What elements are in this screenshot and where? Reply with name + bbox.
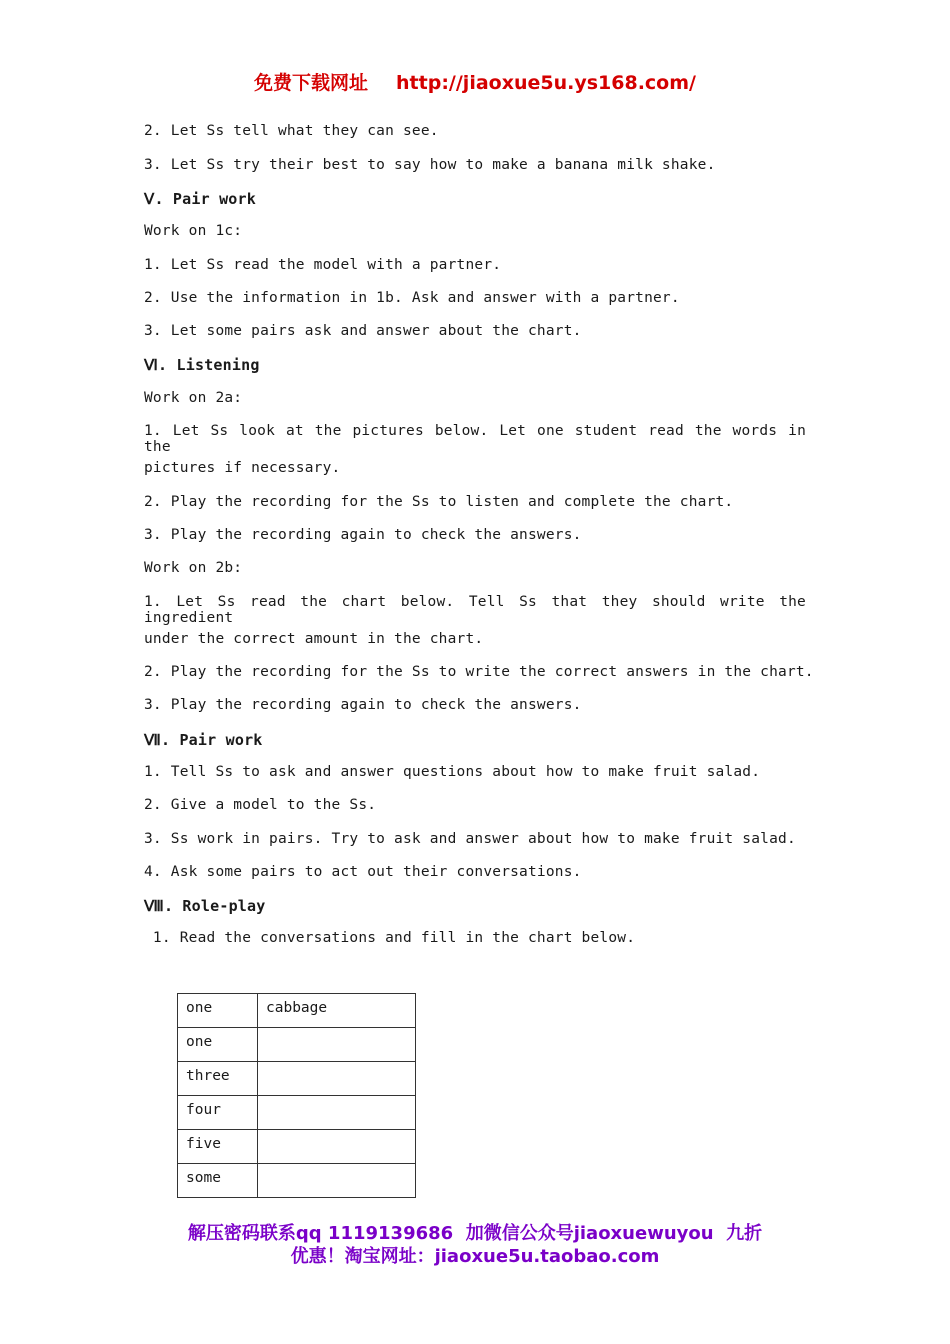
section-heading-pair-work-2: Ⅶ. Pair work: [144, 731, 263, 749]
amount-cell: one: [178, 994, 258, 1028]
step-line: 2. Play the recording for the Ss to write the correct answers in the chart.: [144, 664, 814, 680]
header-url-link[interactable]: http://jiaoxue5u.ys168.com/: [396, 72, 696, 94]
section-heading-role-play: Ⅷ. Role-play: [144, 897, 266, 915]
step-line: 3. Play the recording again to check the answers.: [144, 527, 582, 543]
fill-in-chart: [177, 993, 416, 1198]
step-line: 4. Ask some pairs to act out their conversations.: [144, 864, 582, 880]
table-row: [178, 1028, 416, 1062]
amount-cell: some: [178, 1164, 258, 1198]
step-line: 2. Let Ss tell what they can see.: [144, 123, 439, 139]
step-line: 3. Ss work in pairs. Try to ask and answer about how to make fruit salad.: [144, 831, 796, 847]
step-line: 2. Use the information in 1b. Ask and answer with a partner.: [144, 290, 680, 306]
table-row: [178, 1130, 416, 1164]
ingredient-cell: [258, 1028, 416, 1062]
step-line: 1. Let Ss read the chart below. Tell Ss that they should write the ingredient: [144, 594, 806, 626]
section-heading-pair-work: Ⅴ. Pair work: [144, 190, 256, 208]
step-line: 1. Tell Ss to ask and answer questions about how to make fruit salad.: [144, 764, 761, 780]
step-line-continued: pictures if necessary.: [144, 460, 341, 476]
amount-cell: three: [178, 1062, 258, 1096]
ingredient-cell: cabbage: [258, 994, 416, 1028]
ingredient-cell: [258, 1164, 416, 1198]
step-line: 2. Give a model to the Ss.: [144, 797, 377, 813]
table-row: [178, 1062, 416, 1096]
ingredient-cell: [258, 1130, 416, 1164]
amount-cell: one: [178, 1028, 258, 1062]
step-line-continued: under the correct amount in the chart.: [144, 631, 484, 647]
subsection-label: Work on 1c:: [144, 223, 243, 239]
step-line: 3. Let some pairs ask and answer about the chart.: [144, 323, 582, 339]
header-label: 免费下载网址: [254, 72, 369, 94]
site-header: [0, 68, 950, 95]
step-line: 1. Read the conversations and fill in the chart below.: [144, 930, 636, 946]
subsection-label: Work on 2b:: [144, 560, 243, 576]
step-line: 3. Play the recording again to check the answers.: [144, 697, 582, 713]
step-line: 1. Let Ss read the model with a partner.: [144, 257, 502, 273]
ingredient-cell: [258, 1096, 416, 1130]
ingredient-cell: [258, 1062, 416, 1096]
footer-contact-line: 解压密码联系qq 1119139686 加微信公众号jiaoxuewuyou 九折: [187, 1223, 763, 1244]
table-row: [178, 1096, 416, 1130]
section-heading-listening: Ⅵ. Listening: [144, 356, 260, 374]
amount-cell: four: [178, 1096, 258, 1130]
table-row: [178, 1164, 416, 1198]
subsection-label: Work on 2a:: [144, 390, 243, 406]
step-line: 2. Play the recording for the Ss to listen and complete the chart.: [144, 494, 734, 510]
amount-cell: five: [178, 1130, 258, 1164]
step-line: 1. Let Ss look at the pictures below. Let one student read the words in the: [144, 423, 806, 455]
step-line: 3. Let Ss try their best to say how to make a banana milk shake.: [144, 157, 716, 173]
table-row: [178, 994, 416, 1028]
footer-shop-line[interactable]: 优惠！淘宝网址：jiaoxue5u.taobao.com: [290, 1246, 660, 1267]
